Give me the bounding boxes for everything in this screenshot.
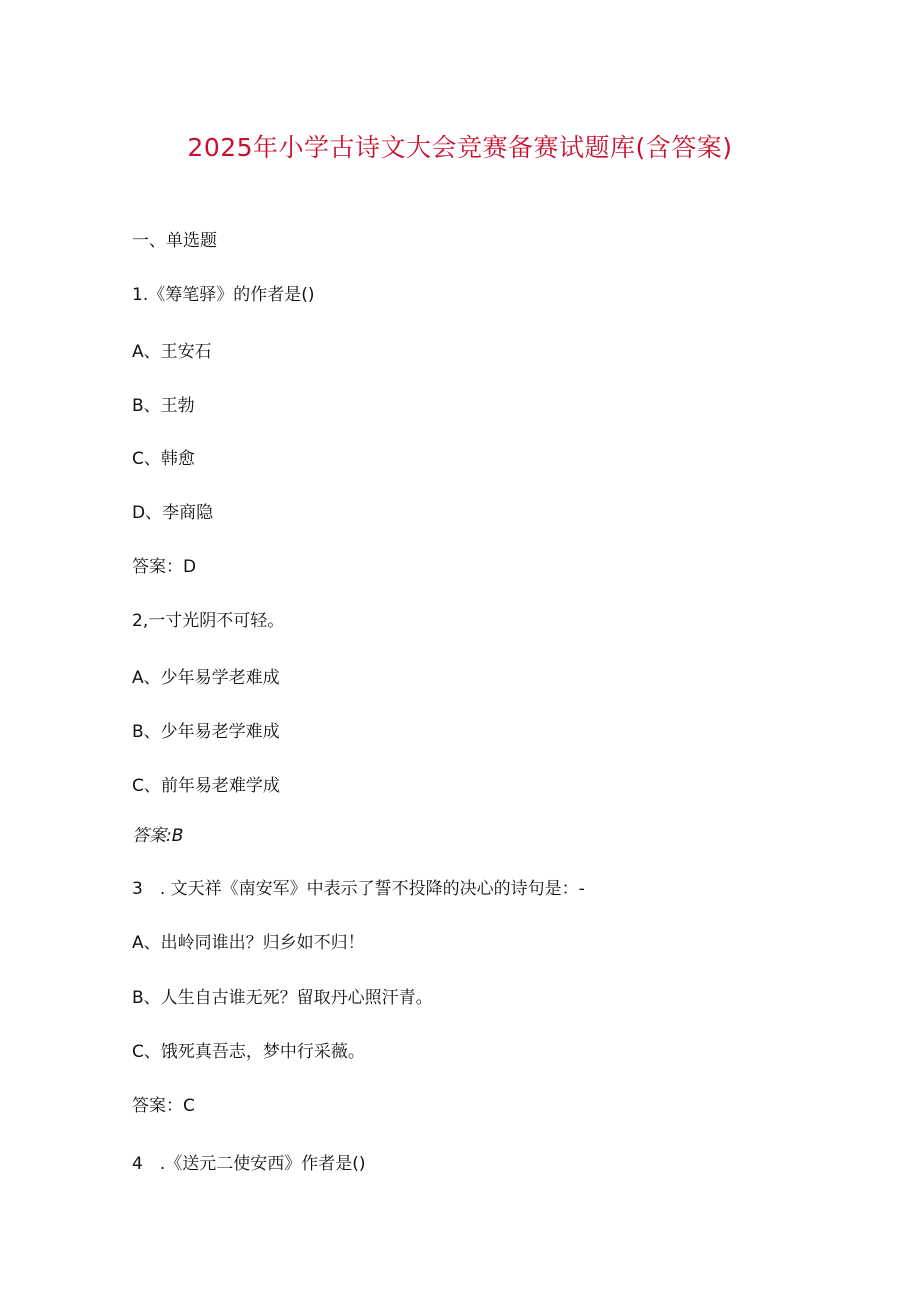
question-3-option-b: B、人生自古谁无死？留取丹心照汗青。 xyxy=(132,988,433,1008)
question-2-option-c: C、前年易老难学成 xyxy=(132,776,280,796)
question-3-option-c: C、饿死真吾志，梦中行采薇。 xyxy=(132,1042,365,1062)
question-2-answer: 答案:B xyxy=(132,826,184,846)
question-1-stem: 1.《筹笔驿》的作者是() xyxy=(132,285,315,305)
question-2-option-a: A、少年易学老难成 xyxy=(132,668,280,688)
question-3-answer: 答案：C xyxy=(132,1096,195,1116)
question-3-option-a: A、出岭同谁出？归乡如不归！ xyxy=(132,933,365,953)
question-1-option-a: A、王安石 xyxy=(132,342,212,362)
document-title: 2025年小学古诗文大会竞赛备赛试题库(含答案) xyxy=(187,133,733,162)
section-heading: 一、单选题 xyxy=(132,231,217,251)
question-1-answer: 答案：D xyxy=(132,557,197,577)
question-4-stem: 4 .《送元二使安西》作者是() xyxy=(132,1154,366,1174)
question-1-option-c: C、韩愈 xyxy=(132,449,195,469)
question-3-stem: 3 . 文天祥《南安军》中表示了誓不投降的决心的诗句是：- xyxy=(132,879,585,899)
question-1-option-d: D、李商隐 xyxy=(132,503,214,523)
question-2-stem: 2,一寸光阴不可轻。 xyxy=(132,611,285,631)
question-1-option-b: B、王勃 xyxy=(132,396,195,416)
question-2-option-b: B、少年易老学难成 xyxy=(132,722,280,742)
